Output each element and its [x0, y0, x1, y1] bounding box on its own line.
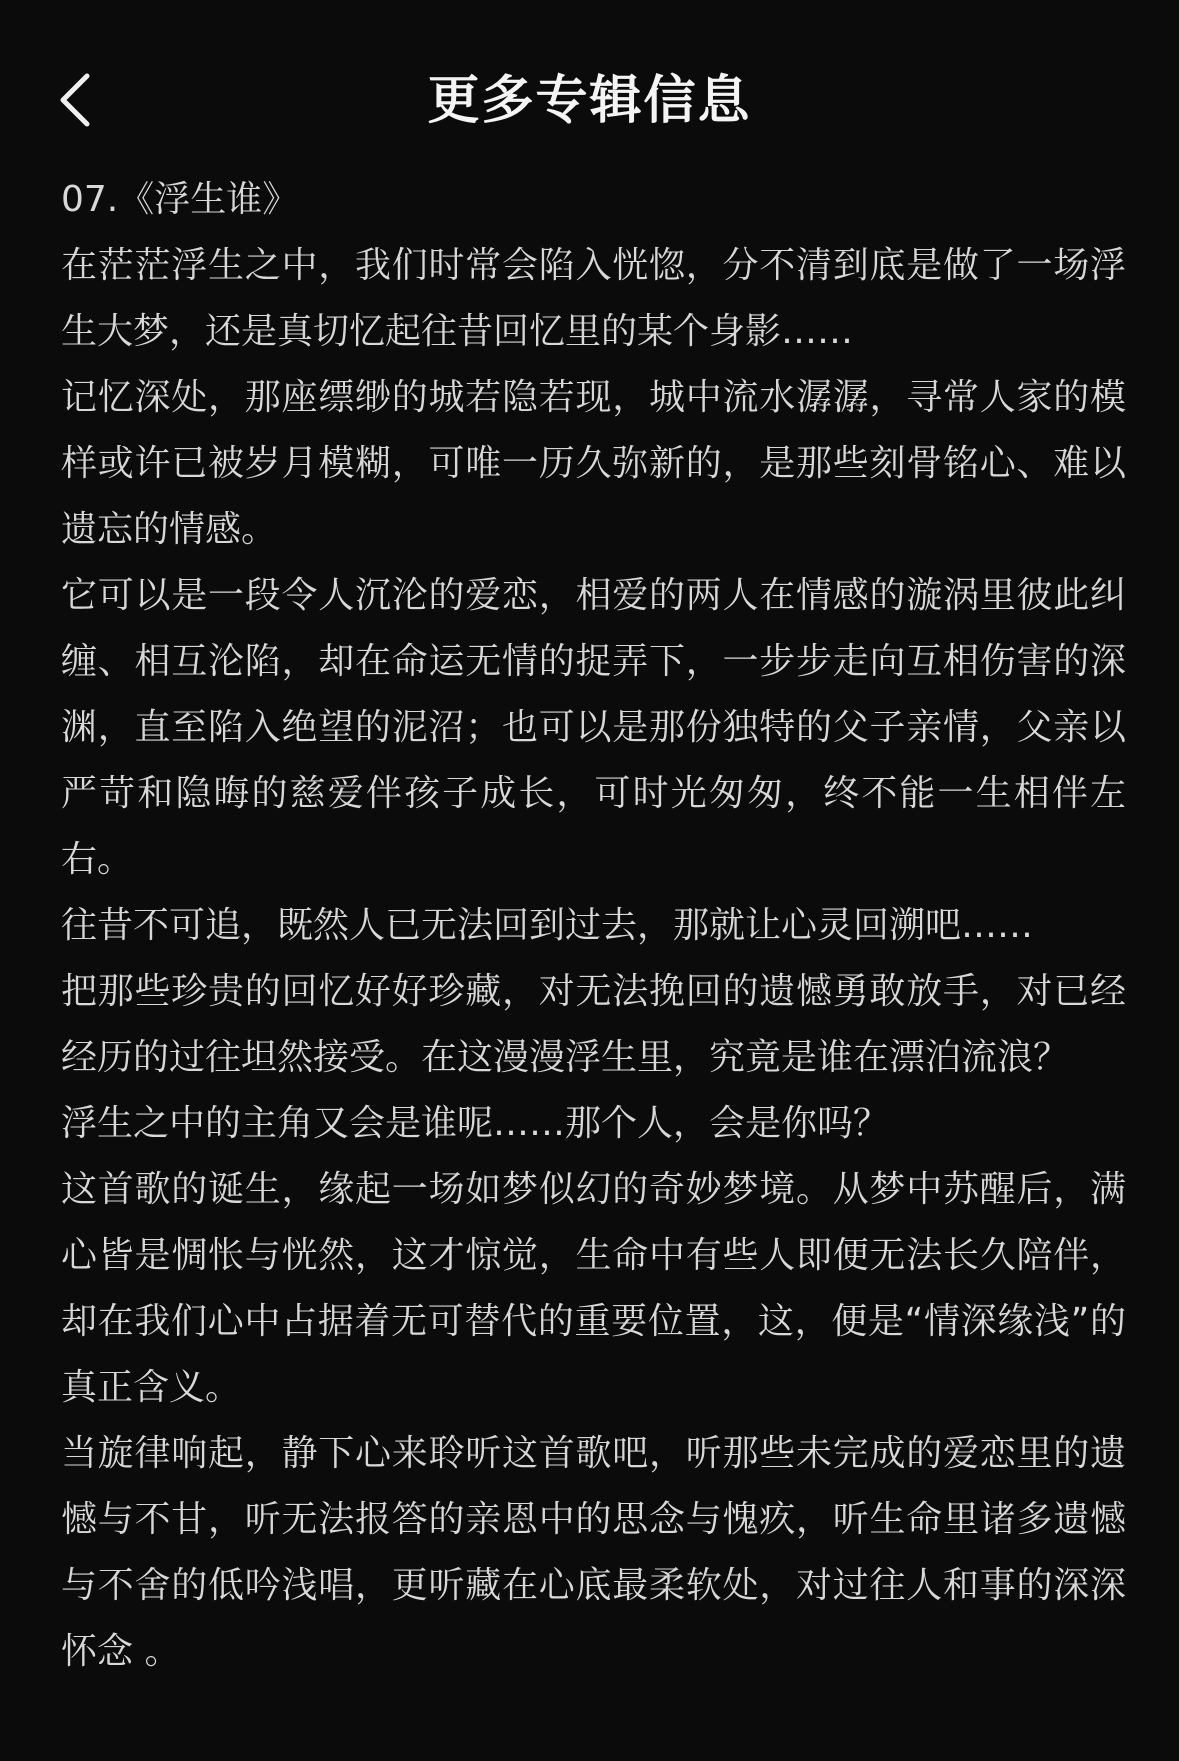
description-paragraph: 当旋律响起，静下心来聆听这首歌吧，听那些未完成的爱恋里的遗憾与不甘，听无法报答的亲恩中的思念与愧疚，听生命里诸多遗憾与不舍的低吟浅唱，更听藏在心底最柔软处，对过往人和事的深深怀念 。 — [61, 1433, 1126, 1672]
description-paragraph: 把那些珍贵的回忆好好珍藏，对无法挽回的遗憾勇敢放手，对已经经历的过往坦然接受。在这漫漫浮生里，究竟是谁在漂泊流浪？ — [61, 971, 1126, 1078]
track-title: 07.《浮生谁》 — [61, 179, 299, 220]
description-paragraph: 记忆深处，那座缥缈的城若隐若现，城中流水潺潺，寻常人家的模样或许已被岁月模糊，可唯一历久弥新的，是那些刻骨铭心、难以遗忘的情感。 — [61, 377, 1126, 550]
description-paragraph: 这首歌的诞生，缘起一场如梦似幻的奇妙梦境。从梦中苏醒后，满心皆是惆怅与恍然，这才惊觉，生命中有些人即便无法长久陪伴，却在我们心中占据着无可替代的重要位置，这，便是“情深缘浅”的真正含义。 — [61, 1169, 1126, 1408]
page-title: 更多专辑信息 — [427, 71, 752, 131]
album-description — [61, 167, 1126, 1685]
description-paragraph: 往昔不可追，既然人已无法回到过去，那就让心灵回溯吧…… — [61, 905, 1034, 946]
description-paragraph: 浮生之中的主角又会是谁呢……那个人，会是你吗？ — [61, 1103, 890, 1144]
description-paragraph: 在茫茫浮生之中，我们时常会陷入恍惚，分不清到底是做了一场浮生大梦，还是真切忆起往昔回忆里的某个身影…… — [61, 245, 1126, 352]
description-paragraph: 它可以是一段令人沉沦的爱恋，相爱的两人在情感的漩涡里彼此纠缠、相互沦陷，却在命运无情的捉弄下，一步步走向互相伤害的深渊，直至陷入绝望的泥沼；也可以是那份独特的父子亲情，父亲以严苛和隐晦的慈爱伴孩子成长，可时光匆匆，终不能一生相伴左右。 — [61, 575, 1126, 880]
